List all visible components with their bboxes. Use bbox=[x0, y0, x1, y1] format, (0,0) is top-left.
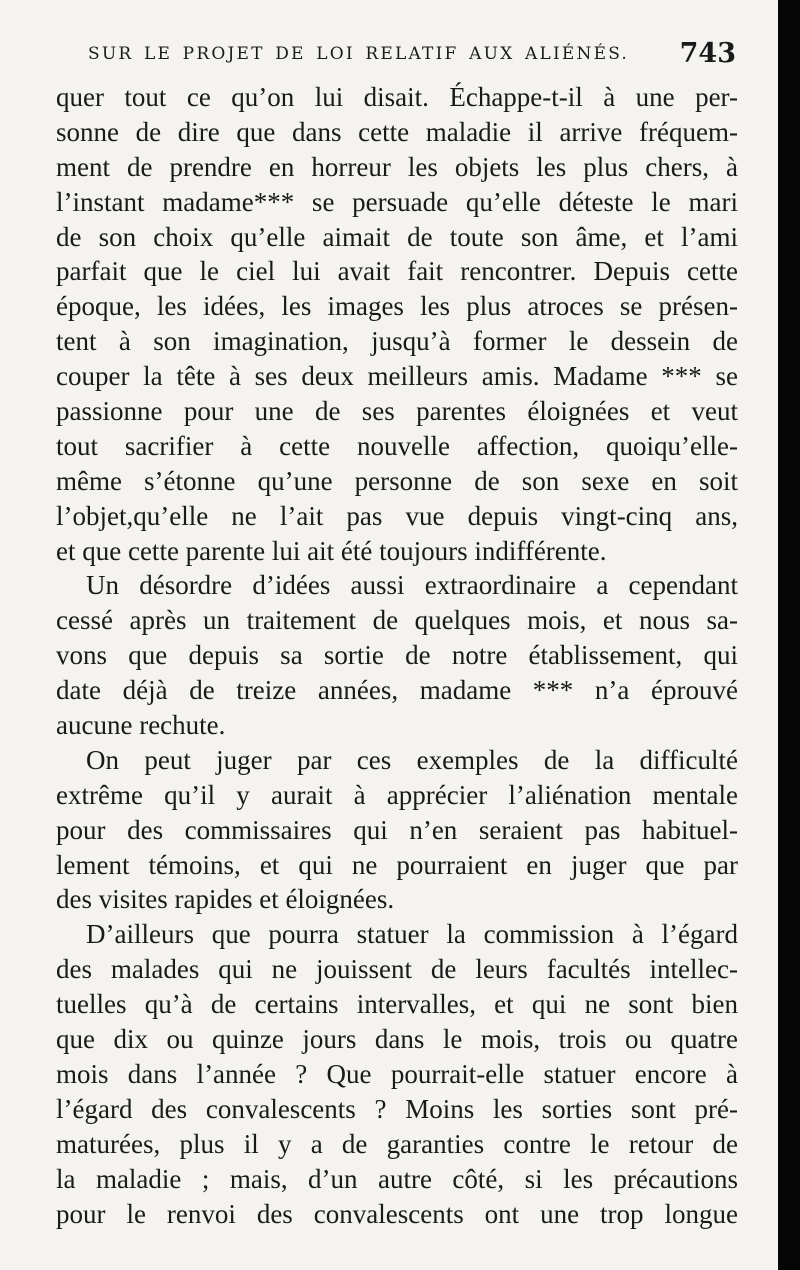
text-line: maturées, plus il y a de garanties contre le retour de bbox=[56, 1128, 738, 1159]
paragraph-end-line: des visites rapides et éloignées. bbox=[56, 884, 395, 915]
scan-dark-edge bbox=[778, 0, 800, 1270]
text-line: des malades qui ne jouissent de leurs facultés intellec- bbox=[56, 954, 738, 985]
text-line: couper la tête à ses deux meilleurs amis. Madame *** se bbox=[56, 361, 738, 392]
page-header bbox=[88, 38, 738, 70]
text-line: pour le renvoi des convalescents ont une trop longue bbox=[56, 1198, 738, 1229]
paragraph-start-line: On peut juger par ces exemples de la difficulté bbox=[86, 744, 738, 775]
text-line: tout sacrifier à cette nouvelle affection, quoiqu’elle- bbox=[56, 430, 738, 461]
body-text bbox=[56, 80, 738, 1231]
paragraph-end-line: aucune rechute. bbox=[56, 710, 226, 741]
text-line: lement témoins, et qui ne pourraient en juger que par bbox=[56, 849, 738, 880]
page-number: 743 bbox=[679, 38, 736, 69]
text-line: date déjà de treize années, madame *** n’a éprouvé bbox=[56, 675, 738, 706]
text-line: l’objet,qu’elle ne l’ait pas vue depuis vingt-cinq ans, bbox=[56, 500, 738, 531]
text-line: cessé après un traitement de quelques mois, et nous sa- bbox=[56, 605, 738, 636]
text-line: vons que depuis sa sortie de notre établissement, qui bbox=[56, 640, 738, 671]
text-line: l’instant madame*** se persuade qu’elle déteste le mari bbox=[56, 186, 738, 217]
text-line: la maladie ; mais, d’un autre côté, si les précautions bbox=[56, 1163, 738, 1194]
paragraph-end-line: et que cette parente lui ait été toujours indifférente. bbox=[56, 535, 607, 566]
text-line: tuelles qu’à de certains intervalles, et qui ne sont bien bbox=[56, 989, 738, 1020]
paragraph-start-line: D’ailleurs que pourra statuer la commission à l’égard bbox=[86, 919, 738, 950]
text-line: pour des commissaires qui n’en seraient pas habituel- bbox=[56, 814, 738, 845]
text-line: passionne pour une de ses parentes éloignées et veut bbox=[56, 396, 738, 427]
text-line: même s’étonne qu’une personne de son sexe en soit bbox=[56, 465, 738, 496]
text-line: époque, les idées, les images les plus atroces se présen- bbox=[56, 291, 738, 322]
text-line: mois dans l’année ? Que pourrait-elle statuer encore à bbox=[56, 1058, 738, 1089]
text-line: sonne de dire que dans cette maladie il arrive fréquem- bbox=[56, 116, 738, 147]
text-line: que dix ou quinze jours dans le mois, trois ou quatre bbox=[56, 1024, 738, 1055]
text-line: l’égard des convalescents ? Moins les sorties sont pré- bbox=[56, 1093, 738, 1124]
running-title: SUR LE PROJET DE LOI RELATIF AUX ALIÉNÉS. bbox=[88, 44, 630, 64]
text-line: parfait que le ciel lui avait fait rencontrer. Depuis cette bbox=[56, 256, 738, 287]
paragraph-start-line: Un désordre d’idées aussi extraordinaire a cependant bbox=[86, 570, 738, 601]
text-line: ment de prendre en horreur les objets les plus chers, à bbox=[56, 151, 738, 182]
text-line: tent à son imagination, jusqu’à former le dessein de bbox=[56, 326, 738, 357]
text-line: quer tout ce qu’on lui disait. Échappe-t-il à une per- bbox=[56, 82, 738, 112]
text-line: de son choix qu’elle aimait de toute son âme, et l’ami bbox=[56, 221, 738, 252]
text-line: extrême qu’il y aurait à apprécier l’aliénation mentale bbox=[56, 779, 738, 810]
